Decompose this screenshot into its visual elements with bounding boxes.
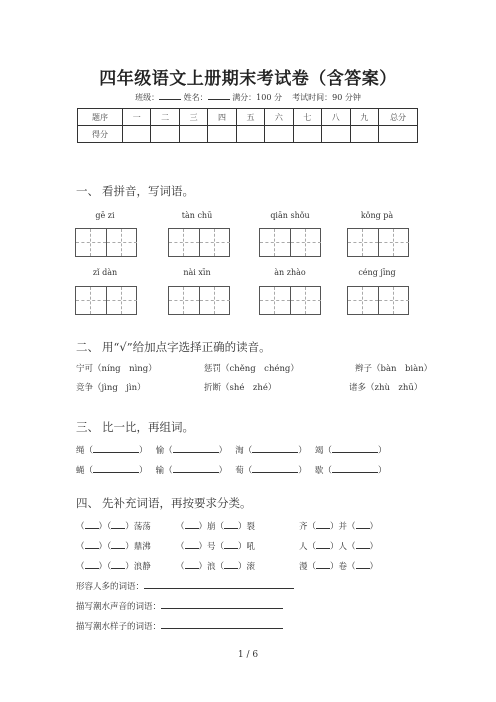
answer-blank[interactable] xyxy=(316,539,330,549)
reading-option[interactable]: 诸多（zhù zhū） xyxy=(349,383,423,393)
score-header-cell: 四 xyxy=(208,109,236,126)
score-cell[interactable] xyxy=(208,126,236,143)
pinyin-label: qiān shǒu xyxy=(270,211,310,220)
classify-row xyxy=(76,619,283,632)
score-header-cell: 题序 xyxy=(78,109,123,126)
fill-text: ）人（ xyxy=(330,542,356,552)
score-cell[interactable] xyxy=(179,126,207,143)
reading-option[interactable]: 惩罚（chěng chéng） xyxy=(204,364,299,374)
score-header-cell: 六 xyxy=(265,109,293,126)
classify-label: 形容人多的词语： xyxy=(76,582,145,592)
compare-char: 竭（ xyxy=(314,446,332,456)
score-value-row xyxy=(78,126,418,143)
score-cell[interactable] xyxy=(293,126,321,143)
paren-close: ） xyxy=(298,446,307,456)
score-cell[interactable] xyxy=(350,126,379,143)
fill-text: ） xyxy=(369,522,379,532)
pinyin-label: céng jīng xyxy=(358,268,396,277)
fill-row xyxy=(76,539,151,552)
compare-char: 歇（ xyxy=(314,466,332,476)
score-label: 满分：100 分 xyxy=(232,93,282,102)
score-header-cell: 二 xyxy=(151,109,179,126)
score-cell[interactable] xyxy=(265,126,293,143)
answer-blank[interactable] xyxy=(316,519,330,529)
answer-blank[interactable] xyxy=(85,559,99,569)
section-number: 三、 xyxy=(76,420,99,434)
fill-text: （ xyxy=(76,542,85,552)
fill-text: ）（ xyxy=(98,542,112,552)
section-number: 四、 xyxy=(76,496,99,510)
pinyin-label: kǒng pà xyxy=(360,211,394,220)
fill-text: 漫（ xyxy=(299,562,317,572)
writing-grid[interactable] xyxy=(347,286,409,315)
fill-text: 齐（ xyxy=(299,522,317,532)
section-1-heading xyxy=(76,183,194,199)
answer-blank[interactable] xyxy=(332,443,378,453)
fill-text: ）鼎沸 xyxy=(125,542,151,552)
reading-option[interactable]: 辫子（bàn biàn） xyxy=(355,364,433,374)
answer-blank[interactable] xyxy=(185,559,199,569)
fill-text: （ xyxy=(176,542,185,552)
compare-char: 蝇（ xyxy=(76,466,94,476)
reading-option[interactable]: 竞争（jìng jìn） xyxy=(76,383,146,393)
score-cell[interactable] xyxy=(151,126,179,143)
paren-close: ） xyxy=(298,466,307,476)
writing-grid[interactable] xyxy=(259,228,321,257)
pinyin-label: nài xīn xyxy=(183,268,211,277)
answer-blank[interactable] xyxy=(111,519,125,529)
answer-blank[interactable] xyxy=(252,463,298,473)
answer-blank[interactable] xyxy=(224,519,238,529)
fill-text: ）（ xyxy=(98,522,112,532)
answer-blank[interactable] xyxy=(85,519,99,529)
exam-info xyxy=(0,91,496,103)
score-header-cell: 九 xyxy=(350,109,379,126)
writing-grid[interactable] xyxy=(75,286,137,315)
answer-blank[interactable] xyxy=(161,619,283,629)
answer-blank[interactable] xyxy=(356,519,370,529)
compare-char: 淘（ xyxy=(235,446,253,456)
class-label: 班级： xyxy=(135,93,160,102)
compare-char: 萄（ xyxy=(235,466,253,476)
answer-blank[interactable] xyxy=(111,539,125,549)
answer-blank[interactable] xyxy=(185,539,199,549)
name-label: 姓名： xyxy=(183,93,208,102)
compare-char: 愉（ xyxy=(155,446,173,456)
fill-text: ）荡荡 xyxy=(125,522,151,532)
paren-close: ） xyxy=(377,466,387,476)
paren-close: ） xyxy=(218,446,228,456)
writing-grid[interactable] xyxy=(259,286,321,315)
fill-row xyxy=(176,559,255,572)
compare-row xyxy=(76,463,386,476)
page-title: 四年级语文上册期末考试卷（含答案） xyxy=(99,69,397,89)
score-header-cell: 一 xyxy=(123,109,151,126)
score-header-cell: 三 xyxy=(179,109,207,126)
section-3-heading xyxy=(76,419,194,435)
score-cell[interactable] xyxy=(322,126,350,143)
score-header-cell: 七 xyxy=(293,109,321,126)
answer-blank[interactable] xyxy=(224,539,238,549)
writing-grid[interactable] xyxy=(168,286,230,315)
fill-text: 人（ xyxy=(299,542,317,552)
section-title: 比一比，再组词。 xyxy=(102,420,194,434)
reading-option[interactable]: 宁可（níng nìng） xyxy=(76,364,157,374)
score-row-label: 得分 xyxy=(78,126,123,143)
pinyin-label: tàn chū xyxy=(181,211,213,220)
score-cell[interactable] xyxy=(123,126,151,143)
fill-row xyxy=(176,519,255,532)
section-number: 二、 xyxy=(76,340,99,354)
time-label: 考试时间：90 分钟 xyxy=(292,93,361,102)
fill-row xyxy=(299,519,378,532)
fill-text: （ xyxy=(176,522,185,532)
answer-blank[interactable] xyxy=(173,463,219,473)
fill-text: ）滚 xyxy=(238,562,256,572)
score-cell[interactable] xyxy=(236,126,264,143)
fill-row xyxy=(76,519,151,532)
fill-text: ） xyxy=(369,542,379,552)
section-title: 看拼音，写词语。 xyxy=(102,184,194,198)
answer-blank[interactable] xyxy=(93,463,139,473)
section-title: 先补充词语，再按要求分类。 xyxy=(102,496,252,510)
fill-text: ）并（ xyxy=(330,522,356,532)
score-header-cell: 总分 xyxy=(379,109,418,126)
answer-blank[interactable] xyxy=(185,519,199,529)
answer-blank[interactable] xyxy=(111,559,125,569)
classify-row xyxy=(76,579,294,592)
section-2-heading xyxy=(76,339,271,355)
fill-text: ）浪静 xyxy=(125,562,151,572)
answer-blank[interactable] xyxy=(173,443,219,453)
writing-grid[interactable] xyxy=(75,228,137,257)
fill-text: ）号（ xyxy=(198,542,225,552)
fill-row xyxy=(76,559,151,572)
answer-blank[interactable] xyxy=(356,539,370,549)
writing-grid[interactable] xyxy=(347,228,409,257)
compare-char: 绳（ xyxy=(76,446,94,456)
fill-row xyxy=(299,559,378,572)
answer-blank[interactable] xyxy=(93,443,139,453)
score-table xyxy=(77,108,418,143)
class-field[interactable] xyxy=(159,91,181,100)
classify-label: 描写潮水声音的词语： xyxy=(76,602,162,612)
section-title: 用“√”给加点字选择正确的读音。 xyxy=(102,340,271,354)
answer-blank[interactable] xyxy=(161,599,283,609)
score-header-cell: 五 xyxy=(236,109,264,126)
fill-text: ）浪（ xyxy=(198,562,225,572)
classify-label: 描写潮水样子的词语： xyxy=(76,622,162,632)
fill-text: （ xyxy=(76,522,85,532)
answer-blank[interactable] xyxy=(332,463,378,473)
name-field[interactable] xyxy=(208,91,230,100)
writing-grid[interactable] xyxy=(168,228,230,257)
answer-blank[interactable] xyxy=(356,559,370,569)
fill-row xyxy=(176,539,255,552)
paren-close: ） xyxy=(139,446,148,456)
reading-option[interactable]: 折断（shé zhé） xyxy=(204,383,277,393)
page-number: 1 / 6 xyxy=(237,650,259,660)
fill-text: ）吼 xyxy=(238,542,256,552)
answer-blank[interactable] xyxy=(85,539,99,549)
paren-close: ） xyxy=(218,466,228,476)
paren-close: ） xyxy=(139,466,148,476)
fill-text: ）（ xyxy=(98,562,112,572)
classify-row xyxy=(76,599,283,612)
fill-text: （ xyxy=(76,562,85,572)
compare-row xyxy=(76,443,386,456)
pinyin-label: zǐ dàn xyxy=(92,268,118,277)
fill-row xyxy=(299,539,378,552)
paren-close: ） xyxy=(377,446,387,456)
score-cell[interactable] xyxy=(379,126,418,143)
score-header-cell: 八 xyxy=(322,109,350,126)
score-header-row xyxy=(78,109,418,126)
fill-text: ）裂 xyxy=(238,522,256,532)
section-number: 一、 xyxy=(76,184,99,198)
answer-blank[interactable] xyxy=(144,579,294,589)
section-4-heading xyxy=(76,495,252,511)
fill-text: ） xyxy=(369,562,379,572)
compare-char: 输（ xyxy=(155,466,173,476)
pinyin-label: àn zhào xyxy=(274,268,306,277)
pinyin-label: gē zi xyxy=(95,211,115,220)
fill-text: （ xyxy=(176,562,185,572)
answer-blank[interactable] xyxy=(224,559,238,569)
answer-blank[interactable] xyxy=(252,443,298,453)
answer-blank[interactable] xyxy=(316,559,330,569)
fill-text: ）崩（ xyxy=(198,522,225,532)
fill-text: ）卷（ xyxy=(330,562,356,572)
